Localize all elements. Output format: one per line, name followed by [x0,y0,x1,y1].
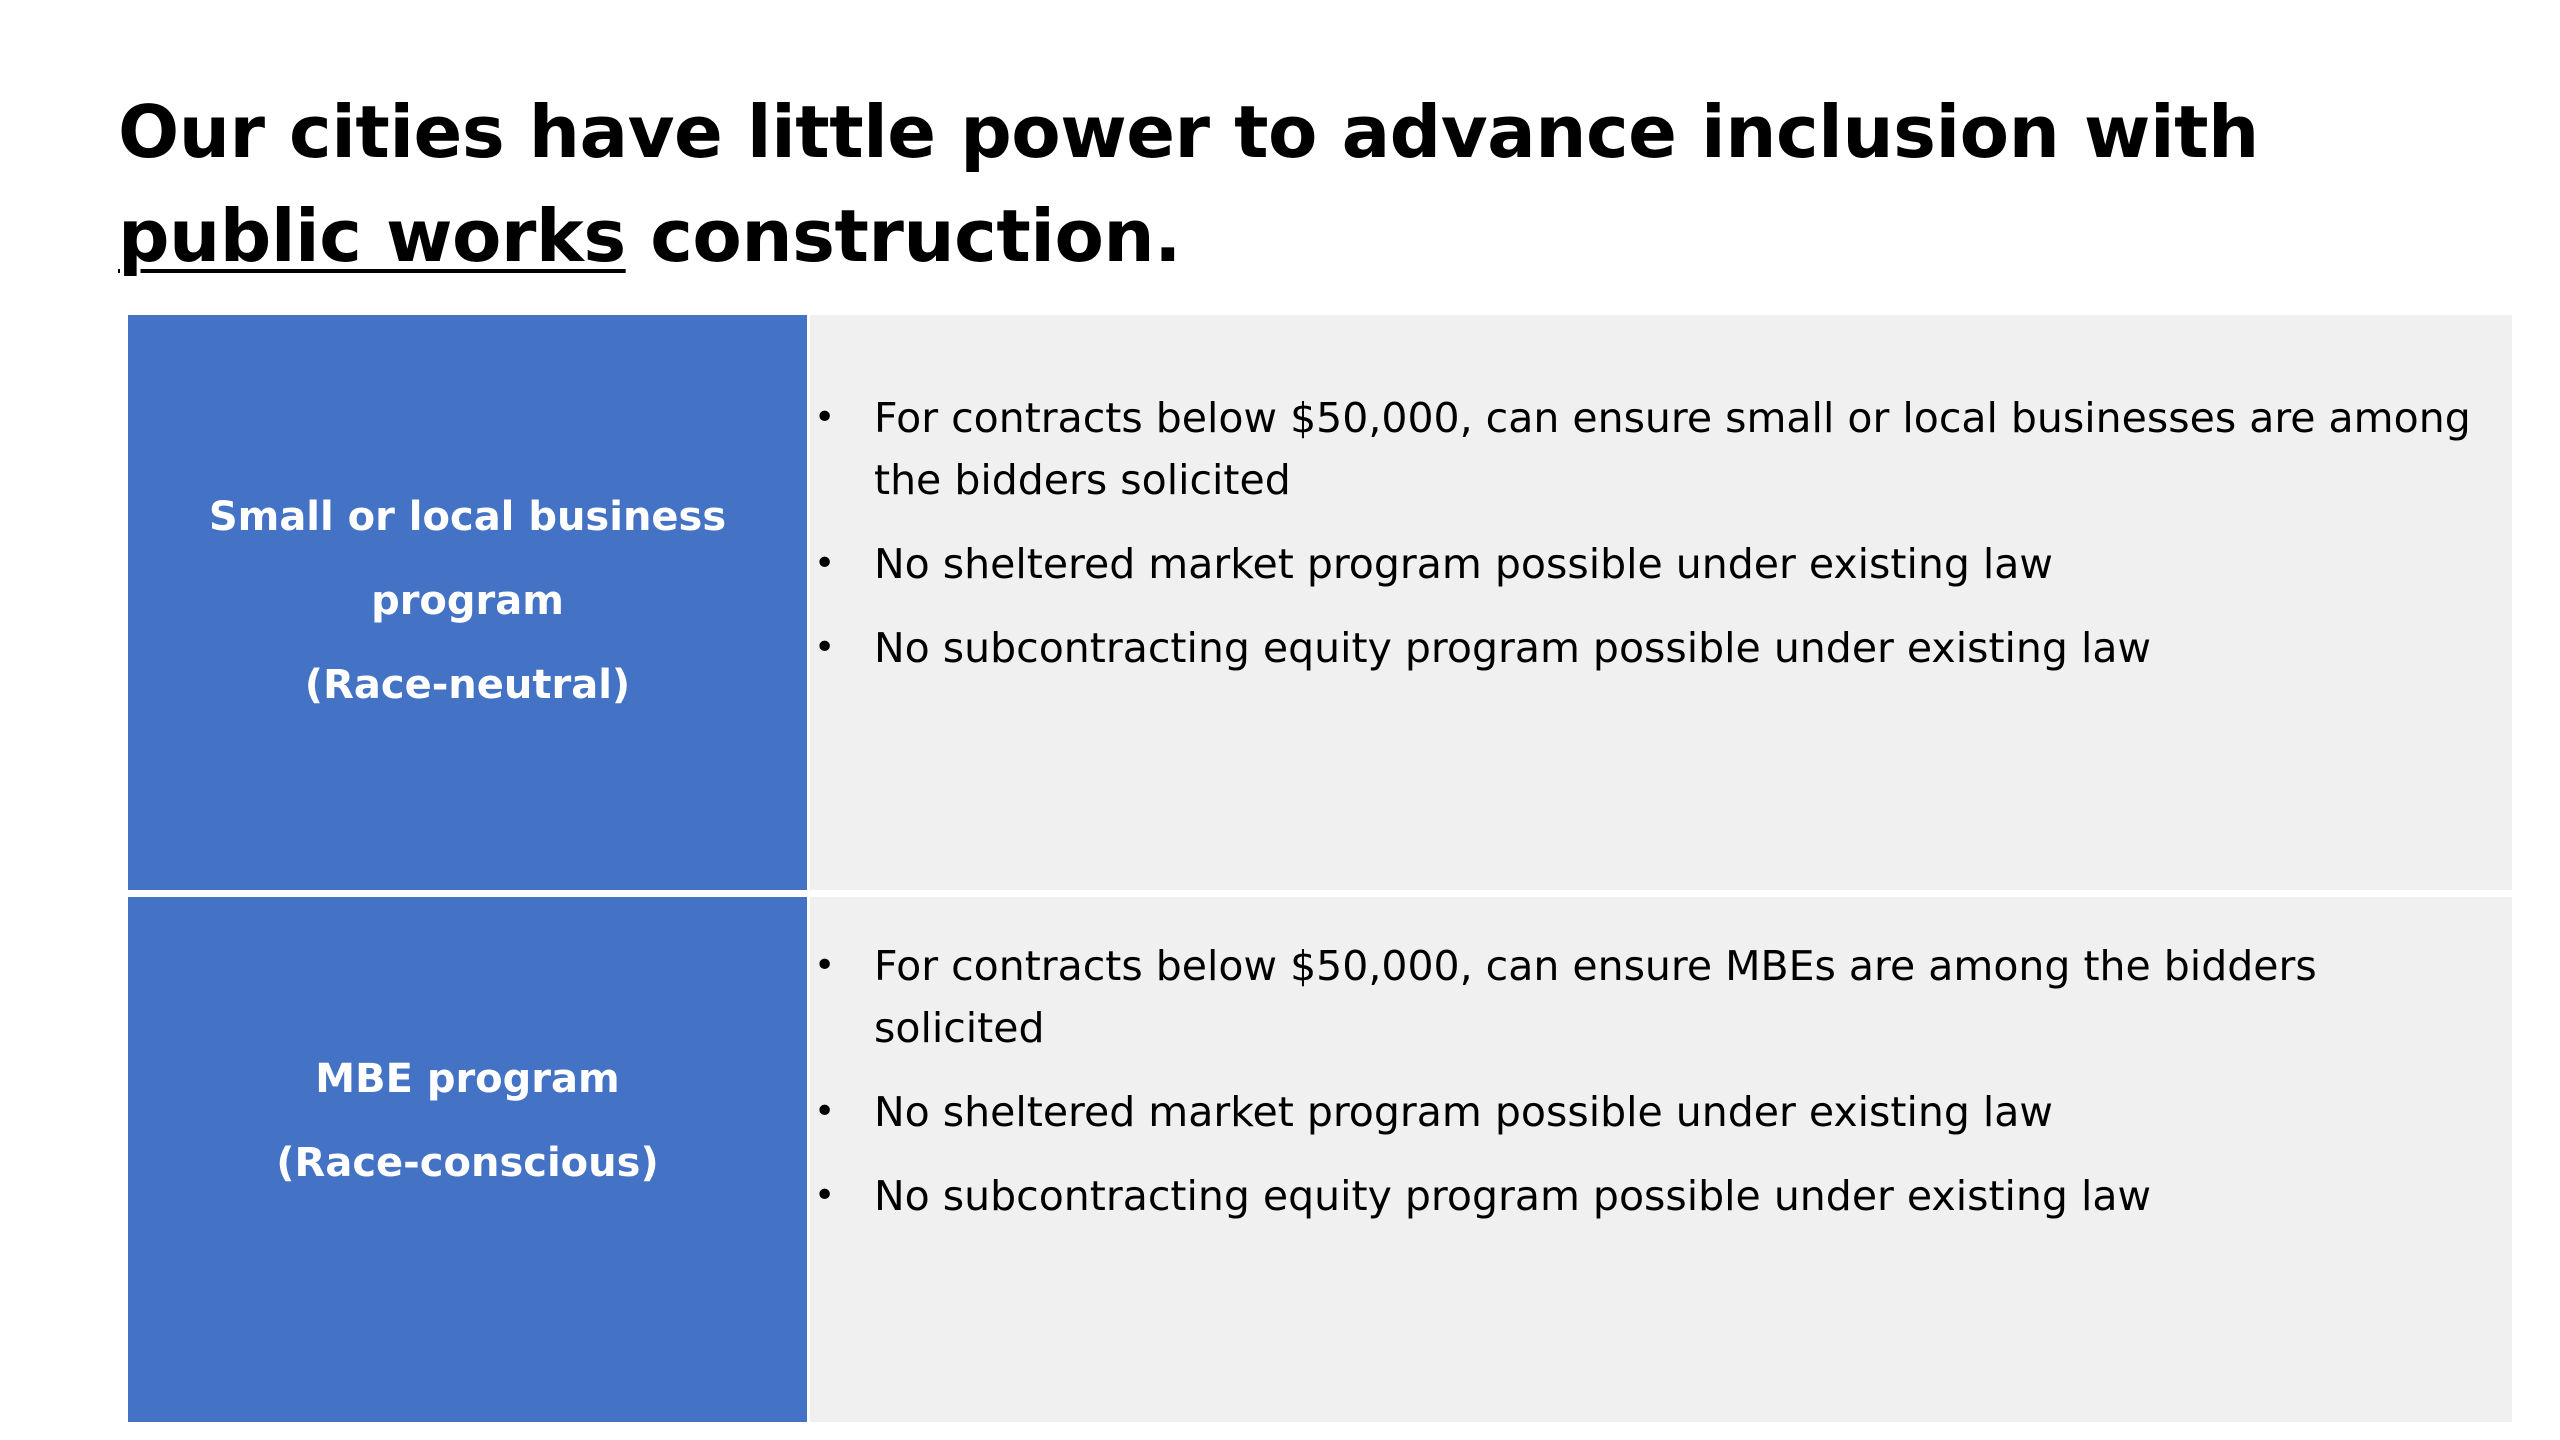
bullet-dot-icon: • [814,543,836,584]
bullet-text: No subcontracting equity program possible under existing law [874,1172,2152,1220]
bullet-text: For contracts below $50,000, can ensure small or local businesses are among the bidders solicited [874,394,2471,504]
bullet-dot-icon: • [814,627,836,668]
bullet-list [810,387,2472,679]
program-details-cell [810,897,2512,1422]
bullet-text: No sheltered market program possible under existing law [874,540,2053,588]
title-text-part1: Our cities have little power to advance inclusion with [118,90,2259,174]
bullet-item [676,617,2472,679]
program-label-name: MBE program [315,1056,620,1102]
program-label-type: (Race-conscious) [276,1140,659,1186]
bullet-dot-icon: • [814,1175,836,1216]
program-label-name: Small or local business program [208,494,727,624]
bullet-dot-icon: • [814,945,836,986]
program-row-small-local [128,315,2512,890]
bullet-item [676,935,2472,1059]
bullet-item [676,1081,2472,1143]
bullet-item [676,1165,2472,1227]
bullet-item [676,387,2472,511]
title-underlined-text: public works [118,194,626,278]
title-text-part2: construction. [625,194,1182,278]
bullet-dot-icon: • [814,397,836,438]
program-details-cell [810,315,2512,890]
program-row-mbe [128,897,2512,1422]
bullet-list [810,935,2472,1227]
bullet-text: No subcontracting equity program possible under existing law [874,624,2152,672]
bullet-text: For contracts below $50,000, can ensure MBEs are among the bidders solicited [874,942,2317,1052]
bullet-item [676,533,2472,595]
program-label-type: (Race-neutral) [304,662,631,708]
bullet-dot-icon: • [814,1091,836,1132]
slide-title [118,80,2418,288]
bullet-text: No sheltered market program possible under existing law [874,1088,2053,1136]
